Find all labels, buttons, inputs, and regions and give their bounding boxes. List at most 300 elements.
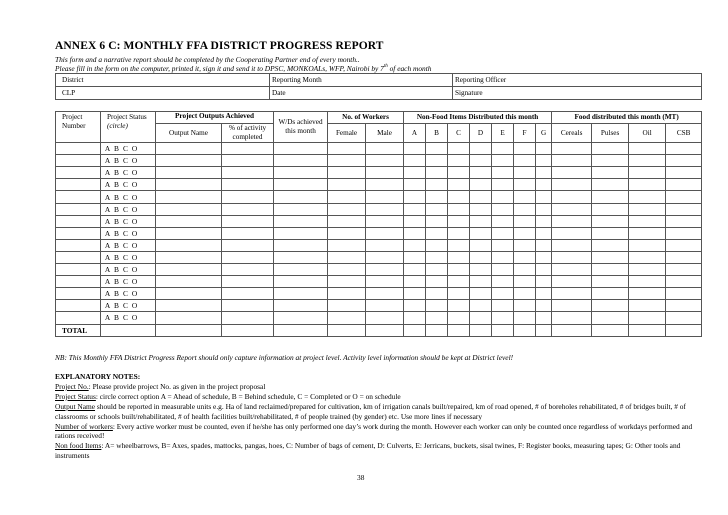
table-cell[interactable] [156, 215, 222, 227]
table-cell[interactable] [274, 227, 328, 239]
table-cell[interactable] [514, 276, 536, 288]
clp-field[interactable]: CLP [56, 87, 270, 100]
table-cell[interactable] [514, 251, 536, 263]
status-option-b[interactable]: B [114, 313, 119, 323]
table-cell[interactable] [426, 215, 448, 227]
table-cell[interactable] [552, 312, 592, 324]
table-cell[interactable] [492, 239, 514, 251]
table-cell[interactable] [222, 227, 274, 239]
status-option-o[interactable]: O [131, 192, 138, 202]
status-option-c[interactable]: C [123, 252, 128, 262]
table-cell[interactable] [274, 288, 328, 300]
table-cell[interactable] [426, 264, 448, 276]
table-cell[interactable] [156, 167, 222, 179]
table-cell[interactable] [536, 179, 552, 191]
status-option-a[interactable]: A [104, 204, 111, 214]
table-cell[interactable] [470, 191, 492, 203]
table-cell[interactable] [274, 264, 328, 276]
table-cell[interactable] [492, 203, 514, 215]
table-cell[interactable] [552, 203, 592, 215]
table-cell[interactable] [592, 167, 629, 179]
status-option-c[interactable]: C [123, 265, 128, 275]
status-option-a[interactable]: A [104, 156, 111, 166]
table-cell[interactable] [470, 215, 492, 227]
table-cell[interactable] [514, 239, 536, 251]
table-cell[interactable] [56, 227, 101, 239]
table-cell[interactable] [470, 239, 492, 251]
table-cell[interactable] [470, 155, 492, 167]
table-cell[interactable] [666, 288, 702, 300]
table-cell[interactable] [328, 312, 366, 324]
status-option-c[interactable]: C [123, 216, 128, 226]
table-cell[interactable] [222, 143, 274, 155]
table-cell[interactable] [592, 288, 629, 300]
table-cell[interactable] [552, 239, 592, 251]
status-option-o[interactable]: O [131, 277, 138, 287]
table-cell[interactable] [328, 167, 366, 179]
table-cell[interactable] [470, 179, 492, 191]
table-cell[interactable] [666, 239, 702, 251]
table-cell[interactable] [328, 264, 366, 276]
table-cell[interactable] [552, 191, 592, 203]
table-cell[interactable] [666, 264, 702, 276]
status-option-a[interactable]: A [104, 240, 111, 250]
table-cell[interactable] [552, 155, 592, 167]
table-cell[interactable] [274, 191, 328, 203]
table-cell[interactable] [552, 288, 592, 300]
table-cell[interactable] [274, 251, 328, 263]
table-cell[interactable] [536, 276, 552, 288]
table-cell[interactable] [404, 312, 426, 324]
table-cell[interactable] [222, 264, 274, 276]
status-option-a[interactable]: A [104, 313, 111, 323]
status-option-b[interactable]: B [114, 289, 119, 299]
table-cell[interactable] [404, 288, 426, 300]
table-cell[interactable] [492, 264, 514, 276]
table-cell[interactable] [514, 215, 536, 227]
table-cell[interactable] [404, 276, 426, 288]
status-option-a[interactable]: A [104, 289, 111, 299]
table-cell[interactable] [426, 312, 448, 324]
table-cell[interactable] [156, 300, 222, 312]
table-cell[interactable] [492, 191, 514, 203]
table-cell[interactable] [514, 155, 536, 167]
table-cell[interactable] [448, 264, 470, 276]
table-cell[interactable] [222, 288, 274, 300]
table-cell[interactable] [552, 143, 592, 155]
table-cell[interactable] [514, 300, 536, 312]
table-cell[interactable] [470, 264, 492, 276]
table-cell[interactable] [56, 203, 101, 215]
table-cell[interactable] [514, 191, 536, 203]
table-cell[interactable] [156, 143, 222, 155]
table-cell[interactable] [222, 251, 274, 263]
table-cell[interactable] [492, 276, 514, 288]
status-option-c[interactable]: C [123, 277, 128, 287]
table-cell[interactable] [666, 179, 702, 191]
table-cell[interactable] [222, 300, 274, 312]
table-cell[interactable] [56, 276, 101, 288]
status-option-c[interactable]: C [123, 180, 128, 190]
status-option-b[interactable]: B [114, 216, 119, 226]
table-cell[interactable] [592, 264, 629, 276]
table-cell[interactable] [404, 155, 426, 167]
table-cell[interactable] [629, 300, 666, 312]
table-cell[interactable] [366, 251, 404, 263]
table-cell[interactable] [328, 215, 366, 227]
table-cell[interactable] [536, 143, 552, 155]
table-cell[interactable] [328, 143, 366, 155]
table-cell[interactable] [470, 312, 492, 324]
table-cell[interactable] [629, 276, 666, 288]
table-cell[interactable] [56, 215, 101, 227]
table-cell[interactable] [448, 276, 470, 288]
table-cell[interactable] [514, 143, 536, 155]
table-cell[interactable] [328, 227, 366, 239]
table-cell[interactable] [274, 312, 328, 324]
table-cell[interactable] [366, 179, 404, 191]
table-cell[interactable] [156, 312, 222, 324]
status-option-a[interactable]: A [104, 228, 111, 238]
status-option-c[interactable]: C [123, 228, 128, 238]
table-cell[interactable] [426, 203, 448, 215]
status-option-o[interactable]: O [131, 265, 138, 275]
table-cell[interactable] [448, 167, 470, 179]
table-cell[interactable] [404, 239, 426, 251]
status-option-o[interactable]: O [131, 216, 138, 226]
table-cell[interactable] [426, 300, 448, 312]
table-cell[interactable] [274, 276, 328, 288]
table-cell[interactable] [328, 191, 366, 203]
table-cell[interactable] [366, 203, 404, 215]
table-cell[interactable] [629, 143, 666, 155]
table-cell[interactable] [536, 239, 552, 251]
reporting-month-field[interactable]: Reporting Month [270, 74, 453, 87]
table-cell[interactable] [366, 239, 404, 251]
table-cell[interactable] [448, 155, 470, 167]
status-option-b[interactable]: B [114, 240, 119, 250]
status-option-c[interactable]: C [123, 168, 128, 178]
table-cell[interactable] [56, 239, 101, 251]
table-cell[interactable] [404, 227, 426, 239]
table-cell[interactable] [629, 312, 666, 324]
table-cell[interactable] [492, 143, 514, 155]
table-cell[interactable] [404, 203, 426, 215]
table-cell[interactable] [366, 215, 404, 227]
status-option-o[interactable]: O [131, 156, 138, 166]
table-cell[interactable] [552, 227, 592, 239]
status-option-c[interactable]: C [123, 301, 128, 311]
table-cell[interactable] [448, 288, 470, 300]
table-cell[interactable] [366, 264, 404, 276]
table-cell[interactable] [222, 191, 274, 203]
table-cell[interactable] [666, 215, 702, 227]
table-cell[interactable] [404, 143, 426, 155]
table-cell[interactable] [426, 239, 448, 251]
table-cell[interactable] [366, 191, 404, 203]
table-cell[interactable] [536, 203, 552, 215]
table-cell[interactable] [426, 167, 448, 179]
table-cell[interactable] [592, 251, 629, 263]
status-option-b[interactable]: B [114, 277, 119, 287]
status-option-b[interactable]: B [114, 156, 119, 166]
table-cell[interactable] [366, 300, 404, 312]
table-cell[interactable] [492, 300, 514, 312]
table-cell[interactable] [514, 264, 536, 276]
table-cell[interactable] [56, 312, 101, 324]
table-cell[interactable] [56, 264, 101, 276]
table-cell[interactable] [629, 288, 666, 300]
status-option-b[interactable]: B [114, 252, 119, 262]
reporting-officer-field[interactable] [543, 74, 702, 87]
status-option-a[interactable]: A [104, 192, 111, 202]
status-option-c[interactable]: C [123, 313, 128, 323]
status-option-a[interactable]: A [104, 265, 111, 275]
table-cell[interactable] [629, 155, 666, 167]
status-option-a[interactable]: A [104, 144, 111, 154]
status-option-o[interactable]: O [131, 313, 138, 323]
status-option-o[interactable]: O [131, 180, 138, 190]
table-cell[interactable] [666, 203, 702, 215]
table-cell[interactable] [629, 215, 666, 227]
status-option-c[interactable]: C [123, 156, 128, 166]
table-cell[interactable] [56, 155, 101, 167]
table-cell[interactable] [426, 251, 448, 263]
table-cell[interactable] [328, 300, 366, 312]
table-cell[interactable] [536, 167, 552, 179]
table-cell[interactable] [629, 251, 666, 263]
table-cell[interactable] [536, 300, 552, 312]
table-cell[interactable] [404, 300, 426, 312]
table-cell[interactable] [448, 227, 470, 239]
status-option-c[interactable]: C [123, 240, 128, 250]
table-cell[interactable] [56, 288, 101, 300]
table-cell[interactable] [536, 155, 552, 167]
table-cell[interactable] [666, 155, 702, 167]
table-cell[interactable] [552, 251, 592, 263]
table-cell[interactable] [552, 276, 592, 288]
table-cell[interactable] [366, 312, 404, 324]
table-cell[interactable] [156, 239, 222, 251]
table-cell[interactable] [274, 203, 328, 215]
table-cell[interactable] [222, 167, 274, 179]
table-cell[interactable] [426, 179, 448, 191]
table-cell[interactable] [274, 179, 328, 191]
table-cell[interactable] [426, 276, 448, 288]
table-cell[interactable] [666, 143, 702, 155]
table-cell[interactable] [156, 191, 222, 203]
table-cell[interactable] [274, 167, 328, 179]
table-cell[interactable] [366, 288, 404, 300]
table-cell[interactable] [222, 276, 274, 288]
table-cell[interactable] [552, 215, 592, 227]
table-cell[interactable] [328, 276, 366, 288]
table-cell[interactable] [366, 276, 404, 288]
table-cell[interactable] [592, 179, 629, 191]
table-cell[interactable] [470, 300, 492, 312]
table-cell[interactable] [492, 251, 514, 263]
table-cell[interactable] [629, 179, 666, 191]
table-cell[interactable] [470, 276, 492, 288]
table-cell[interactable] [470, 167, 492, 179]
status-option-b[interactable]: B [114, 168, 119, 178]
status-option-b[interactable]: B [114, 265, 119, 275]
table-cell[interactable] [222, 179, 274, 191]
status-option-o[interactable]: O [131, 144, 138, 154]
table-cell[interactable] [404, 167, 426, 179]
table-cell[interactable] [448, 215, 470, 227]
table-cell[interactable] [552, 264, 592, 276]
table-cell[interactable] [328, 239, 366, 251]
table-cell[interactable] [404, 264, 426, 276]
table-cell[interactable] [56, 251, 101, 263]
table-cell[interactable] [514, 179, 536, 191]
table-cell[interactable] [470, 203, 492, 215]
table-cell[interactable] [666, 276, 702, 288]
table-cell[interactable] [666, 251, 702, 263]
table-cell[interactable] [222, 215, 274, 227]
table-cell[interactable] [629, 239, 666, 251]
table-cell[interactable] [592, 300, 629, 312]
table-cell[interactable] [629, 167, 666, 179]
table-cell[interactable] [666, 300, 702, 312]
table-cell[interactable] [492, 227, 514, 239]
table-cell[interactable] [274, 155, 328, 167]
table-cell[interactable] [629, 264, 666, 276]
table-cell[interactable] [274, 300, 328, 312]
table-cell[interactable] [629, 227, 666, 239]
table-cell[interactable] [426, 227, 448, 239]
table-cell[interactable] [366, 143, 404, 155]
table-cell[interactable] [536, 227, 552, 239]
table-cell[interactable] [536, 215, 552, 227]
table-cell[interactable] [666, 227, 702, 239]
status-option-o[interactable]: O [131, 240, 138, 250]
date-field[interactable]: Date [270, 87, 453, 100]
table-cell[interactable] [222, 155, 274, 167]
status-option-b[interactable]: B [114, 228, 119, 238]
table-cell[interactable] [470, 288, 492, 300]
table-cell[interactable] [492, 312, 514, 324]
table-cell[interactable] [536, 264, 552, 276]
table-cell[interactable] [366, 155, 404, 167]
table-cell[interactable] [366, 167, 404, 179]
table-cell[interactable] [629, 203, 666, 215]
table-cell[interactable] [328, 288, 366, 300]
table-cell[interactable] [552, 300, 592, 312]
table-cell[interactable] [274, 239, 328, 251]
table-cell[interactable] [56, 143, 101, 155]
table-cell[interactable] [592, 227, 629, 239]
table-cell[interactable] [156, 264, 222, 276]
status-option-a[interactable]: A [104, 216, 111, 226]
table-cell[interactable] [592, 143, 629, 155]
status-option-a[interactable]: A [104, 277, 111, 287]
signature-field[interactable] [543, 87, 702, 100]
table-cell[interactable] [274, 143, 328, 155]
table-cell[interactable] [156, 227, 222, 239]
table-cell[interactable] [56, 179, 101, 191]
table-cell[interactable] [448, 312, 470, 324]
table-cell[interactable] [156, 203, 222, 215]
table-cell[interactable] [222, 312, 274, 324]
table-cell[interactable] [492, 167, 514, 179]
table-cell[interactable] [156, 288, 222, 300]
table-cell[interactable] [156, 155, 222, 167]
status-option-b[interactable]: B [114, 204, 119, 214]
status-option-a[interactable]: A [104, 180, 111, 190]
table-cell[interactable] [426, 288, 448, 300]
table-cell[interactable] [156, 276, 222, 288]
table-cell[interactable] [448, 300, 470, 312]
table-cell[interactable] [552, 167, 592, 179]
table-cell[interactable] [448, 179, 470, 191]
table-cell[interactable] [492, 155, 514, 167]
table-cell[interactable] [592, 203, 629, 215]
table-cell[interactable] [666, 167, 702, 179]
table-cell[interactable] [426, 143, 448, 155]
status-option-c[interactable]: C [123, 144, 128, 154]
status-option-a[interactable]: A [104, 252, 111, 262]
status-option-b[interactable]: B [114, 180, 119, 190]
table-cell[interactable] [56, 300, 101, 312]
table-cell[interactable] [592, 312, 629, 324]
table-cell[interactable] [592, 239, 629, 251]
table-cell[interactable] [404, 215, 426, 227]
table-cell[interactable] [448, 203, 470, 215]
table-cell[interactable] [514, 203, 536, 215]
table-cell[interactable] [426, 155, 448, 167]
table-cell[interactable] [156, 179, 222, 191]
status-option-o[interactable]: O [131, 168, 138, 178]
table-cell[interactable] [514, 288, 536, 300]
table-cell[interactable] [328, 203, 366, 215]
status-option-c[interactable]: C [123, 204, 128, 214]
status-option-o[interactable]: O [131, 301, 138, 311]
table-cell[interactable] [492, 179, 514, 191]
table-cell[interactable] [592, 276, 629, 288]
status-option-b[interactable]: B [114, 301, 119, 311]
status-option-b[interactable]: B [114, 192, 119, 202]
table-cell[interactable] [666, 312, 702, 324]
table-cell[interactable] [470, 251, 492, 263]
status-option-c[interactable]: C [123, 192, 128, 202]
table-cell[interactable] [592, 215, 629, 227]
table-cell[interactable] [56, 191, 101, 203]
table-cell[interactable] [448, 239, 470, 251]
table-cell[interactable] [552, 179, 592, 191]
table-cell[interactable] [536, 312, 552, 324]
table-cell[interactable] [404, 251, 426, 263]
table-cell[interactable] [492, 215, 514, 227]
table-cell[interactable] [514, 312, 536, 324]
table-cell[interactable] [56, 167, 101, 179]
status-option-a[interactable]: A [104, 301, 111, 311]
table-cell[interactable] [470, 143, 492, 155]
table-cell[interactable] [536, 251, 552, 263]
table-cell[interactable] [536, 191, 552, 203]
table-cell[interactable] [222, 203, 274, 215]
table-cell[interactable] [448, 143, 470, 155]
table-cell[interactable] [366, 227, 404, 239]
table-cell[interactable] [536, 288, 552, 300]
table-cell[interactable] [470, 227, 492, 239]
table-cell[interactable] [426, 191, 448, 203]
table-cell[interactable] [592, 191, 629, 203]
table-cell[interactable] [448, 251, 470, 263]
table-cell[interactable] [328, 155, 366, 167]
table-cell[interactable] [492, 288, 514, 300]
